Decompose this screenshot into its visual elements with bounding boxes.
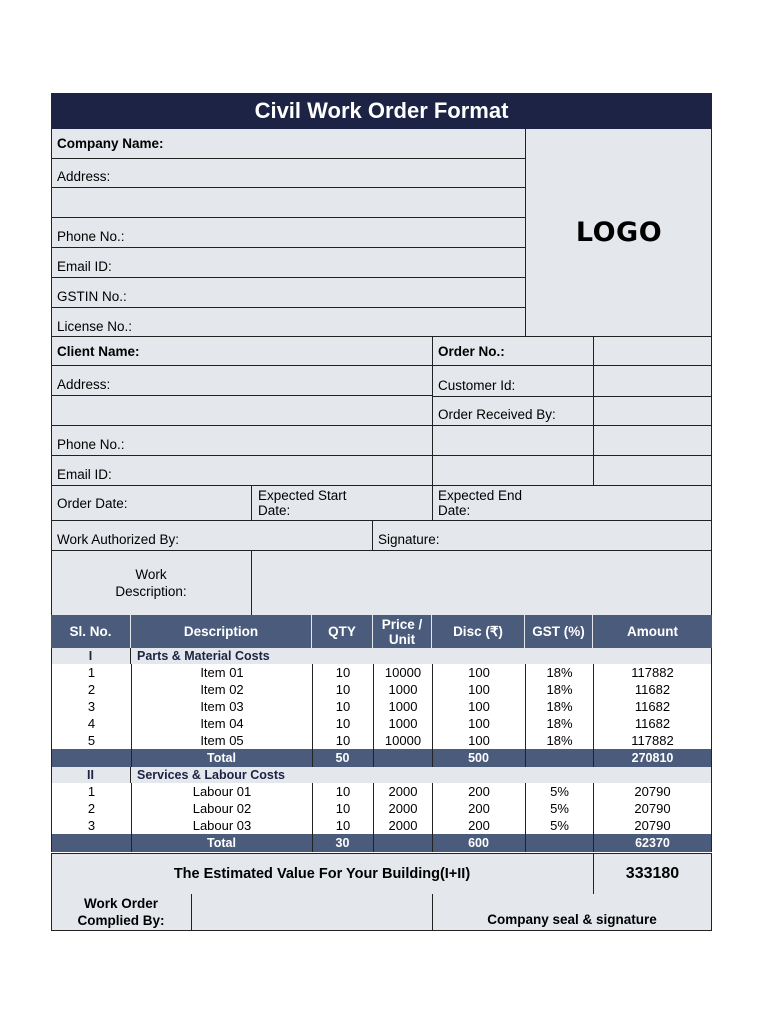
seal-label: Company seal & signature	[487, 912, 657, 927]
estimate-value-cell	[594, 854, 711, 894]
total-disc: 600	[468, 836, 489, 850]
estimate-label: The Estimated Value For Your Building(I+II)	[173, 866, 471, 882]
price-cell[interactable]: 10000	[373, 664, 432, 681]
description-cell[interactable]: Labour 01	[131, 783, 312, 800]
total-amount: 270810	[631, 751, 674, 765]
qty-cell[interactable]: 10	[312, 732, 373, 749]
seal-cell	[433, 894, 711, 930]
category-title: Parts & Material Costs	[137, 649, 270, 663]
column-divider	[373, 834, 374, 852]
work-description-label: Work Description:	[115, 567, 187, 599]
qty-header: QTY	[312, 615, 373, 648]
qty-cell[interactable]: 10	[312, 800, 373, 817]
sl-no-header: Sl. No.	[51, 615, 131, 648]
sl-no-cell[interactable]: 1	[51, 664, 131, 681]
complied-by-label-cell	[51, 894, 191, 930]
amount-cell[interactable]: 11682	[593, 698, 712, 715]
company-gstin-label: GSTIN No.:	[57, 289, 127, 304]
gst-cell[interactable]: 18%	[525, 698, 593, 715]
total-qty: 50	[335, 751, 350, 765]
company-email-label: Email ID:	[57, 259, 112, 274]
client-phone-label: Phone No.:	[57, 437, 125, 452]
received-by-field[interactable]	[432, 396, 593, 425]
gst-cell[interactable]: 5%	[525, 817, 593, 834]
sl-no-cell[interactable]: 2	[51, 681, 131, 698]
signature-label: Signature:	[378, 532, 440, 547]
disc-cell[interactable]: 100	[432, 664, 525, 681]
sl-no-cell[interactable]: 3	[51, 698, 131, 715]
amount-cell[interactable]: 20790	[593, 817, 712, 834]
sl-no-cell[interactable]: 5	[51, 732, 131, 749]
amount-cell[interactable]: 117882	[593, 732, 712, 749]
description-cell[interactable]: Item 01	[131, 664, 312, 681]
description-cell[interactable]: Item 05	[131, 732, 312, 749]
gst-header: GST (%)	[525, 615, 593, 648]
order-date-label: Order Date:	[57, 495, 128, 511]
description-cell[interactable]: Item 03	[131, 698, 312, 715]
client-address-label: Address:	[57, 377, 111, 392]
disc-cell[interactable]: 100	[432, 715, 525, 732]
items-table	[51, 615, 712, 854]
qty-cell[interactable]: 10	[312, 715, 373, 732]
description-cell[interactable]: Item 02	[131, 681, 312, 698]
signature-field[interactable]	[372, 521, 712, 550]
gst-cell[interactable]: 18%	[525, 715, 593, 732]
price-cell[interactable]: 1000	[373, 715, 432, 732]
form-title: Civil Work Order Format	[254, 98, 509, 123]
gst-cell[interactable]: 18%	[525, 732, 593, 749]
sl-no-cell[interactable]: 2	[51, 800, 131, 817]
price-cell[interactable]: 1000	[373, 681, 432, 698]
expected-start-label: Expected Start Date:	[258, 488, 347, 518]
estimate-label-cell	[51, 854, 593, 894]
amount-cell[interactable]: 11682	[593, 681, 712, 698]
qty-cell[interactable]: 10	[312, 783, 373, 800]
category-title: Services & Labour Costs	[137, 768, 285, 782]
customer-id-label: Customer Id:	[438, 378, 516, 393]
column-divider	[525, 749, 526, 767]
company-name-field[interactable]	[51, 129, 526, 159]
column-divider	[51, 749, 52, 767]
company-license-field[interactable]	[51, 308, 526, 337]
gst-cell[interactable]: 5%	[525, 800, 593, 817]
total-qty: 30	[335, 836, 350, 850]
description-cell[interactable]: Item 04	[131, 715, 312, 732]
price-cell[interactable]: 2000	[373, 783, 432, 800]
order-no-label: Order No.:	[438, 343, 505, 359]
gst-cell[interactable]: 18%	[525, 681, 593, 698]
authorized-by-label: Work Authorized By:	[57, 532, 180, 547]
row-line	[51, 395, 433, 396]
complied-by-input[interactable]	[192, 894, 432, 930]
price-header: Price / Unit	[373, 615, 432, 648]
company-phone-field[interactable]	[51, 218, 526, 248]
disc-cell[interactable]: 100	[432, 732, 525, 749]
category-numeral: II	[51, 767, 131, 783]
client-address-field[interactable]	[51, 366, 432, 395]
company-name-label: Company Name:	[57, 136, 164, 151]
expected-end-field[interactable]	[432, 486, 712, 520]
amount-cell[interactable]: 20790	[593, 783, 712, 800]
column-divider	[525, 834, 526, 852]
price-cell[interactable]: 10000	[373, 732, 432, 749]
client-phone-field[interactable]	[51, 426, 432, 455]
description-cell[interactable]: Labour 02	[131, 800, 312, 817]
sl-no-cell[interactable]: 3	[51, 817, 131, 834]
gst-cell[interactable]: 18%	[525, 664, 593, 681]
company-address-field[interactable]	[51, 159, 526, 188]
expected-start-field[interactable]	[252, 486, 432, 520]
total-disc: 500	[468, 751, 489, 765]
disc-cell[interactable]: 200	[432, 817, 525, 834]
client-email-label: Email ID:	[57, 467, 112, 482]
company-phone-label: Phone No.:	[57, 229, 125, 244]
qty-cell[interactable]: 10	[312, 698, 373, 715]
sl-no-cell[interactable]: 4	[51, 715, 131, 732]
price-cell[interactable]: 1000	[373, 698, 432, 715]
work-description-label-cell	[51, 551, 251, 615]
order-no-value[interactable]	[594, 337, 711, 365]
logo-text: LOGO	[575, 216, 663, 248]
category-numeral: I	[51, 648, 131, 664]
work-description-input[interactable]	[252, 551, 712, 615]
qty-cell[interactable]: 10	[312, 681, 373, 698]
qty-cell[interactable]: 10	[312, 817, 373, 834]
total-label: Total	[207, 751, 236, 765]
total-label: Total	[207, 836, 236, 850]
client-email-field[interactable]	[51, 456, 432, 485]
gst-cell[interactable]: 5%	[525, 783, 593, 800]
logo	[526, 212, 712, 252]
client-name-label: Client Name:	[57, 343, 140, 359]
company-gstin-field[interactable]	[51, 278, 526, 308]
disc-cell[interactable]: 100	[432, 698, 525, 715]
description-header: Description	[131, 615, 312, 648]
disc-header: Disc (₹)	[432, 615, 525, 648]
total-amount: 62370	[635, 836, 670, 850]
received-by-label: Order Received By:	[438, 407, 556, 422]
title-bar	[51, 93, 712, 129]
company-email-field[interactable]	[51, 248, 526, 278]
price-cell[interactable]: 2000	[373, 817, 432, 834]
column-divider	[51, 834, 52, 852]
authorized-by-field[interactable]	[51, 521, 372, 550]
price-cell[interactable]: 2000	[373, 800, 432, 817]
expected-end-label: Expected End Date:	[438, 488, 523, 518]
qty-cell[interactable]: 10	[312, 664, 373, 681]
disc-cell[interactable]: 200	[432, 800, 525, 817]
client-name-field[interactable]	[51, 337, 432, 365]
description-cell[interactable]: Labour 03	[131, 817, 312, 834]
disc-cell[interactable]: 100	[432, 681, 525, 698]
order-date-field[interactable]	[51, 486, 251, 520]
amount-cell[interactable]: 11682	[593, 715, 712, 732]
company-address-line2[interactable]	[51, 188, 526, 218]
complied-by-label: Work Order Complied By:	[77, 896, 165, 928]
amount-header: Amount	[593, 615, 712, 648]
estimate-value: 333180	[625, 865, 680, 882]
company-address-label: Address:	[57, 169, 111, 184]
order-no-field[interactable]	[432, 337, 593, 365]
customer-id-field[interactable]	[432, 366, 593, 396]
sl-no-cell[interactable]: 1	[51, 783, 131, 800]
column-divider	[373, 749, 374, 767]
company-license-label: License No.:	[57, 319, 133, 334]
amount-cell[interactable]: 117882	[593, 664, 712, 681]
disc-cell[interactable]: 200	[432, 783, 525, 800]
amount-cell[interactable]: 20790	[593, 800, 712, 817]
